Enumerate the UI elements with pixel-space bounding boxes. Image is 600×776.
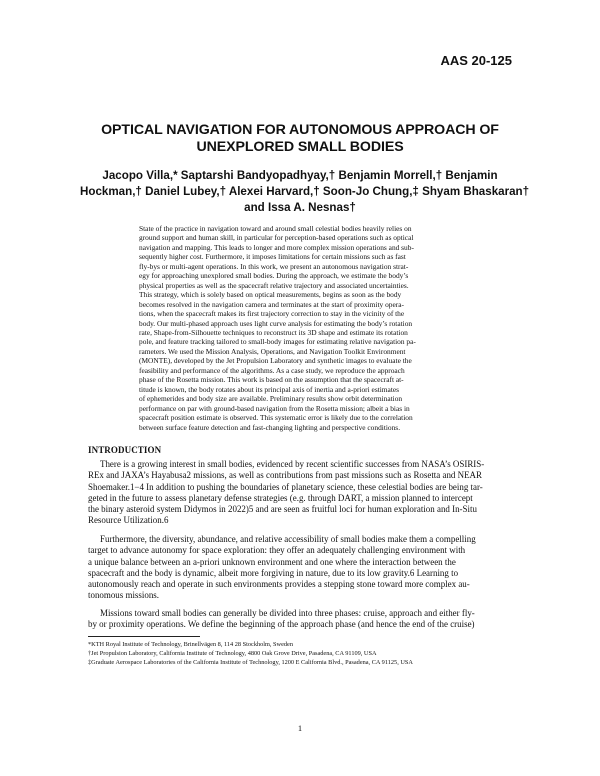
document-id: AAS 20-125 xyxy=(440,53,512,68)
abstract-line: egy for approaching unexplored small bodies. During the approach, we estimate the body’s xyxy=(139,271,409,281)
paragraph-line: Resource Utilization.6 xyxy=(88,515,169,526)
author-line: and Issa A. Nesnas† xyxy=(244,201,356,214)
footnote-affiliation: *KTH Royal Institute of Technology, Brinellvägen 8, 114 28 Stockholm, Sweden xyxy=(88,641,293,648)
paragraph-line: spacecraft and the body is dynamic, albeit more forgiving in nature, due to its low gravity.6 Learning to xyxy=(88,567,459,578)
abstract-line: sequently higher cost. Furthermore, it imposes limitations for certain missions such as fast xyxy=(139,252,406,262)
abstract-line: performance on par with ground-based navigation from the Rosetta mission; albeit a bias in xyxy=(139,403,410,413)
intro-paragraph-2 xyxy=(88,534,513,602)
title-line: UNEXPLORED SMALL BODIES xyxy=(196,139,404,155)
abstract-line: pole, and feature tracking tailored to small-body images for estimating relative navigation pa- xyxy=(139,337,416,347)
footnote-divider xyxy=(88,636,200,637)
abstract-line: navigation and mapping. This leads to longer and more complex mission operations and sub- xyxy=(139,242,414,252)
paragraph-line: Furthermore, the diversity, abundance, and relative accessibility of small bodies make them a compelling xyxy=(100,534,476,544)
abstract-line: This strategy, which is solely based on optical measurements, begins as soon as the body xyxy=(139,290,402,300)
paragraph-line: tonomous missions. xyxy=(88,590,160,601)
paragraph-line: target to advance autonomy for space exploration: they offer an adequately challenging environment with xyxy=(88,545,466,556)
paragraph-line: the binary asteroid system Didymos in 2022)5 and are seen as fruitful loci for human exploration and In-Situ xyxy=(88,504,477,515)
paragraph-line: a unique balance between an a-priori unknown environment and one where the interaction between the xyxy=(88,556,456,567)
paragraph-line: There is a growing interest in small bodies, evidenced by recent scientific successes from NASA’s OSIRIS- xyxy=(100,459,485,469)
abstract-line: between surface feature detection and fast-changing lighting and perspective conditions. xyxy=(139,422,401,432)
page-number: 1 xyxy=(297,723,303,733)
paragraph-line: by or proximity operations. We define the beginning of the approach phase (and hence the end of the cruise) xyxy=(88,619,475,630)
paragraph-line: autonomously reach and operate in such environments provides a stepping stone toward more complex au- xyxy=(88,579,470,590)
abstract-line: rameters. We used the Mission Analysis, Operations, and Navigation Toolkit Environment xyxy=(139,346,406,356)
abstract-line: fly-bys or multi-agent operations. In this work, we present an autonomous navigation strat- xyxy=(139,261,409,271)
author-line: Hockman,† Daniel Lubey,† Alexei Harvard,† Soon-Jo Chung,‡ Shyam Bhaskaran† xyxy=(80,185,530,198)
intro-paragraph-1 xyxy=(88,459,513,527)
abstract-line: feasibility and performance of the algorithms. As a case study, we reproduce the approach xyxy=(139,365,405,375)
footnote-affiliation: †Jet Propulsion Laboratory, California Institute of Technology, 4800 Oak Grove Drive, Pasadena, CA 91109, USA xyxy=(88,650,377,658)
paragraph-line: Missions toward small bodies can generally be divided into three phases: cruise, approach and either fly- xyxy=(100,608,475,618)
abstract-line: spacecraft position estimate is observed. This systematic error is likely due to the correlation xyxy=(139,413,413,423)
abstract-line: of ephemerides and body size are available. Preliminary results show orbit determination xyxy=(139,394,403,404)
title-line: OPTICAL NAVIGATION FOR AUTONOMOUS APPROACH OF xyxy=(101,122,499,138)
author-list xyxy=(80,168,530,216)
abstract-line: tions, when the spacecraft makes its first trajectory correction to stay in the vicinity of the xyxy=(139,309,405,319)
section-heading-introduction: INTRODUCTION xyxy=(88,445,162,455)
intro-paragraph-3 xyxy=(88,608,513,631)
abstract-line: body. Our multi-phased approach uses light curve analysis for estimating the body’s rotation xyxy=(139,318,413,328)
paragraph-line: geted in the future to assess planetary defense strategies (e.g. through DART, a mission planned to intercept xyxy=(88,492,473,503)
paragraph-line: REx and JAXA’s Hayabusa2 missions, as well as contributions from past missions such as Rosetta and NEAR xyxy=(88,470,482,481)
abstract-line: (MONTE), developed by the Jet Propulsion Laboratory and synthetic images to evaluate the xyxy=(139,356,412,366)
abstract-line: phase of the Rosetta mission. This work is based on the assumption that the spacecraft at- xyxy=(139,375,404,385)
abstract-line: physical properties as well as the spacecraft relative trajectory and associated uncertainties. xyxy=(139,280,409,290)
author-line: Jacopo Villa,* Saptarshi Bandyopadhyay,† Benjamin Morrell,† Benjamin xyxy=(102,169,498,182)
abstract-line: becomes resolved in the navigation camera and terminates at the start of proximity opera- xyxy=(139,299,404,309)
paper-title xyxy=(80,122,520,156)
paragraph-line: Shoemaker.1−4 In addition to pushing the boundaries of planetary science, these celestial bodies are being tar- xyxy=(88,481,483,492)
abstract xyxy=(139,224,464,432)
abstract-line: State of the practice in navigation toward and around small celestial bodies heavily relies on xyxy=(139,224,412,233)
abstract-line: ground support and human skill, in particular for perception-based operations such as optical xyxy=(139,233,414,243)
abstract-line: rate, Shape-from-Silhouette techniques to reconstruct its 3D shape and estimate its rotation xyxy=(139,327,408,337)
footnote-affiliation: ‡Graduate Aerospace Laboratories of the California Institute of Technology, 1200 E California Blvd., Pasadena, CA 91125, USA xyxy=(88,659,413,667)
footnotes xyxy=(88,640,513,668)
abstract-line: titude is known, the body rotates about its principal axis of inertia and a-priori estimates xyxy=(139,384,400,394)
